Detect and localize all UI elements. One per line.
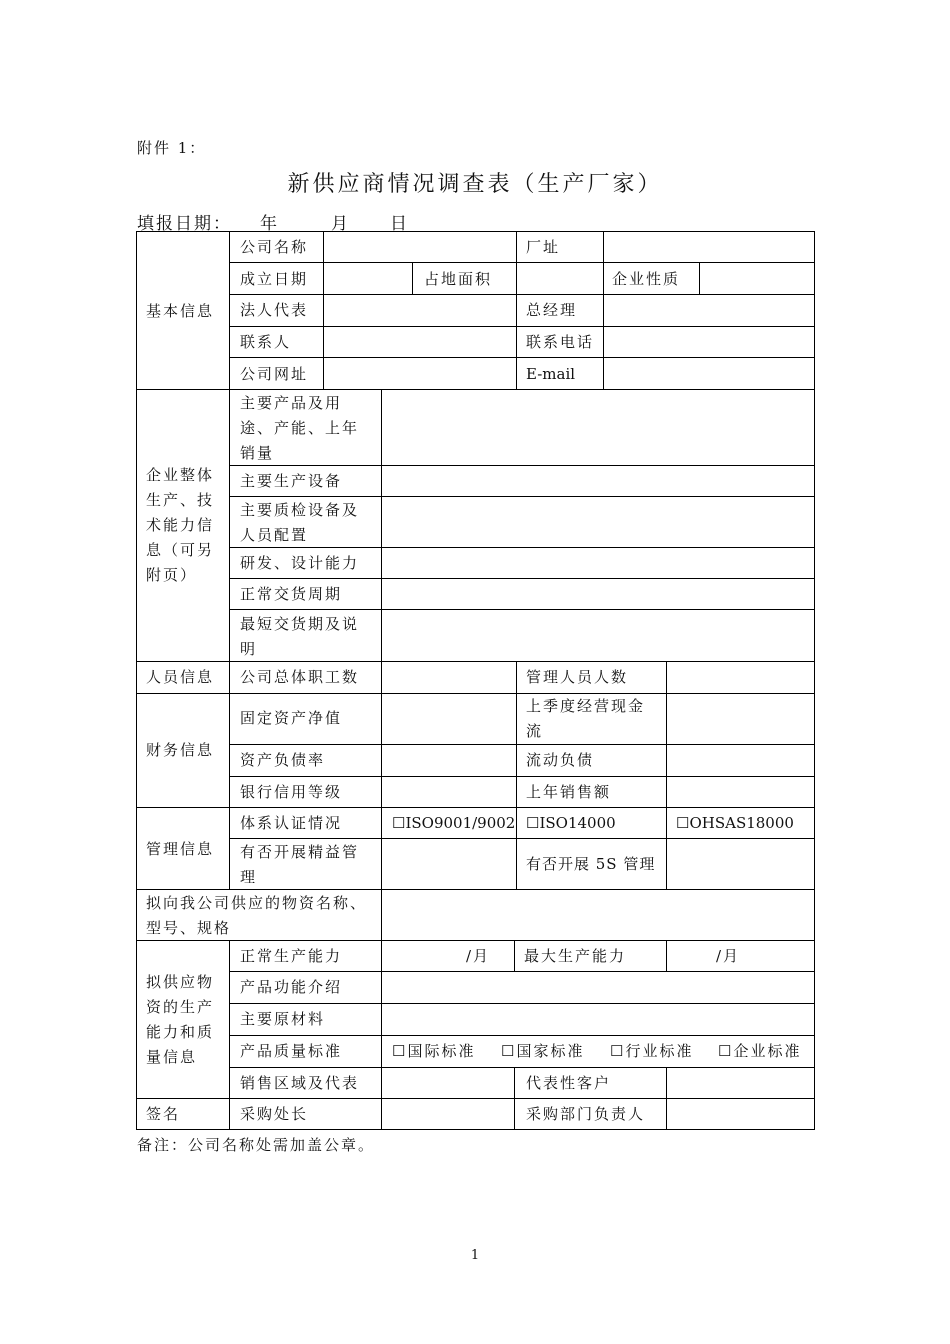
checkbox-icon: ☐ xyxy=(501,1042,517,1060)
label-purchase-head: 采购处长 xyxy=(240,1105,309,1123)
label-phone: 联系电话 xyxy=(526,333,595,351)
checkbox-icon: ☐ xyxy=(392,1042,408,1060)
label-main-products: 主要产品及用途、产能、上年销量 xyxy=(240,394,360,462)
label-contact: 联系人 xyxy=(240,333,292,351)
attachment-label: 附件 1： xyxy=(137,139,207,157)
checkbox-intl-label: 国际标准 xyxy=(407,1042,476,1060)
label-current-liabilities: 流动负债 xyxy=(526,751,595,769)
label-rnd: 研发、设计能力 xyxy=(240,554,360,572)
table-grid-lines xyxy=(136,231,815,1130)
label-key-clients: 代表性客户 xyxy=(526,1074,612,1092)
label-operating-cashflow: 上季度经营现金流 xyxy=(526,697,646,740)
label-company-name: 公司名称 xyxy=(240,238,309,256)
label-raw-materials: 主要原材料 xyxy=(240,1010,326,1028)
checkbox-icon: ☐ xyxy=(610,1042,626,1060)
label-5s-management: 有否开展 5S 管理 xyxy=(526,855,656,873)
section-management: 管理信息 xyxy=(146,840,215,858)
checkbox-iso9001[interactable] xyxy=(392,811,515,836)
label-sales-region: 销售区域及代表 xyxy=(240,1074,360,1092)
label-qc-equipment: 主要质检设备及人员配置 xyxy=(240,501,360,544)
label-quality-standard: 产品质量标准 xyxy=(240,1042,343,1060)
footnote: 备注：公司名称处需加盖公章。 xyxy=(137,1136,376,1154)
label-enterprise-nature: 企业性质 xyxy=(612,270,681,288)
label-email: E-mail xyxy=(526,365,576,383)
section-personnel: 人员信息 xyxy=(146,668,215,686)
checkbox-icon: ☐ xyxy=(676,814,690,832)
section-signature: 签名 xyxy=(146,1105,181,1123)
checkbox-industry-label: 行业标准 xyxy=(625,1042,694,1060)
label-annual-sales: 上年销售额 xyxy=(526,783,612,801)
label-shortest-delivery: 最短交货期及说明 xyxy=(240,615,360,658)
label-product-intro: 产品功能介绍 xyxy=(240,978,343,996)
fill-date-day: 日 xyxy=(390,214,409,234)
label-dept-head: 采购部门负责人 xyxy=(526,1105,646,1123)
form-title: 新供应商情况调查表（生产厂家） xyxy=(287,172,663,197)
checkbox-iso14000[interactable] xyxy=(526,811,616,836)
checkbox-ohsas-label: OHSAS18000 xyxy=(689,814,794,832)
label-total-staff: 公司总体职工数 xyxy=(240,668,360,686)
label-established-date: 成立日期 xyxy=(240,270,309,288)
section-basic-info: 基本信息 xyxy=(146,302,215,320)
label-general-manager: 总经理 xyxy=(526,301,578,319)
label-factory-address: 厂址 xyxy=(526,238,561,256)
section-supply-quality: 拟供应物资的生产能力和质量信息 xyxy=(146,973,215,1066)
section-finance: 财务信息 xyxy=(146,741,215,759)
checkbox-iso9001-label: ISO9001/9002 xyxy=(405,814,516,832)
checkbox-national-label: 国家标准 xyxy=(516,1042,585,1060)
checkbox-icon: ☐ xyxy=(718,1042,734,1060)
label-max-capacity: 最大生产能力 xyxy=(524,947,627,965)
checkbox-intl-standard[interactable] xyxy=(392,1039,475,1064)
fill-date-year: 年 xyxy=(260,214,279,234)
page-number: 1 xyxy=(470,1248,480,1263)
fill-date-label: 填报日期： xyxy=(137,214,232,234)
label-legal-rep: 法人代表 xyxy=(240,301,309,319)
survey-form-table xyxy=(136,231,815,1130)
checkbox-ohsas[interactable] xyxy=(676,811,794,836)
label-main-equipment: 主要生产设备 xyxy=(240,472,343,490)
unit-per-month-normal: /月 xyxy=(466,947,491,965)
label-certification: 体系认证情况 xyxy=(240,814,343,832)
checkbox-enterprise-standard[interactable] xyxy=(718,1039,801,1064)
label-bank-credit: 银行信用等级 xyxy=(240,783,343,801)
checkbox-icon: ☐ xyxy=(526,814,540,832)
fill-date-month: 月 xyxy=(331,214,350,234)
checkbox-icon: ☐ xyxy=(392,814,406,832)
section-capability: 企业整体生产、技术能力信息（可另附页） xyxy=(146,466,215,584)
label-manager-count: 管理人员人数 xyxy=(526,668,629,686)
label-debt-ratio: 资产负债率 xyxy=(240,751,326,769)
label-website: 公司网址 xyxy=(240,365,309,383)
checkbox-industry-standard[interactable] xyxy=(610,1039,693,1064)
checkbox-national-standard[interactable] xyxy=(501,1039,584,1064)
unit-per-month-max: /月 xyxy=(716,947,741,965)
checkbox-iso14000-label: ISO14000 xyxy=(539,814,616,832)
checkbox-enterprise-label: 企业标准 xyxy=(733,1042,802,1060)
label-net-fixed-assets: 固定资产净值 xyxy=(240,709,343,727)
label-land-area: 占地面积 xyxy=(424,270,493,288)
label-delivery-cycle: 正常交货周期 xyxy=(240,585,343,603)
label-normal-capacity: 正常生产能力 xyxy=(240,947,343,965)
label-supplied-materials: 拟向我公司供应的物资名称、型号、规格 xyxy=(146,894,368,937)
label-lean-management: 有否开展精益管理 xyxy=(240,843,360,886)
